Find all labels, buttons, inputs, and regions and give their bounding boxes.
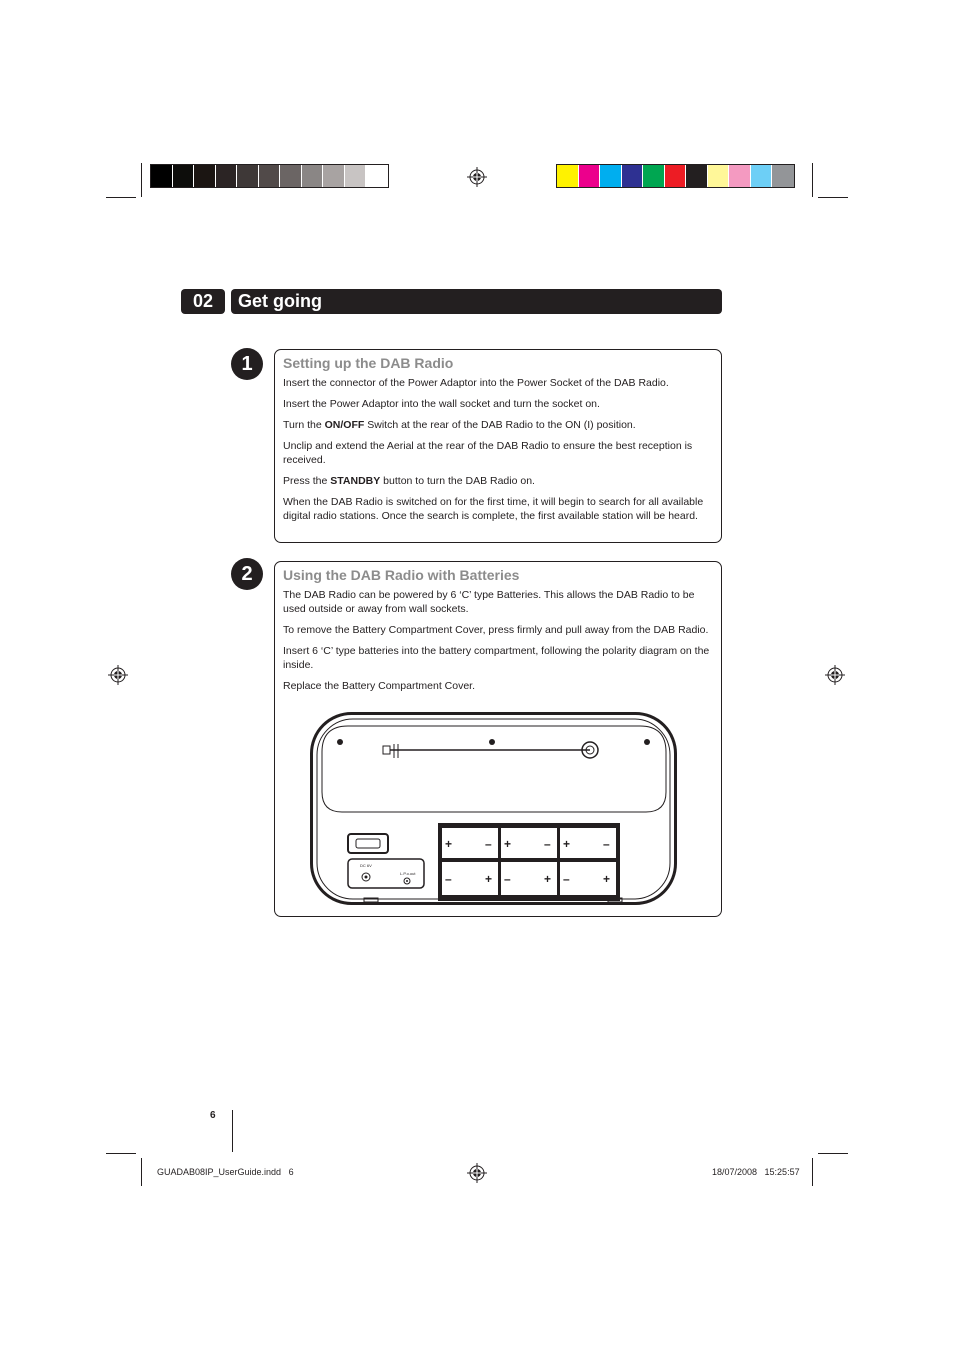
dc-socket-label: DC 6V (360, 863, 372, 868)
crop-mark (818, 197, 848, 198)
process-color-bar (556, 164, 795, 188)
bold-term: STANDBY (330, 475, 381, 487)
paragraph: Replace the Battery Compartment Cover. (283, 680, 476, 692)
polarity-minus: – (603, 837, 610, 851)
panel-heading: Setting up the DAB Radio (283, 355, 454, 371)
paragraph: To remove the Battery Compartment Cover, press firmly and pull away from the DAB Radio. (283, 624, 709, 636)
on-off-switch (348, 834, 388, 853)
folio-rule (232, 1110, 233, 1152)
polarity-minus: – (563, 872, 570, 886)
crop-mark (106, 197, 136, 198)
paragraph: When the DAB Radio is switched on for the first time, it will begin to search for all available digital radio stations. Once the search is complete, the first available station will be heard. (283, 496, 704, 522)
registration-mark-icon (825, 665, 845, 685)
crop-mark (812, 1158, 813, 1186)
color-swatch (729, 165, 751, 187)
setup-panel (274, 349, 722, 543)
color-swatch (643, 165, 665, 187)
polarity-minus: – (504, 872, 511, 886)
color-swatch (557, 165, 579, 187)
section-number: 02 (181, 289, 225, 314)
color-swatch (622, 165, 644, 187)
paragraph: Insert the Power Adaptor into the wall socket and turn the socket on. (283, 398, 600, 410)
paragraph: Unclip and extend the Aerial at the rear of the DAB Radio to ensure the best reception is received. (283, 440, 693, 466)
crop-mark (141, 163, 142, 197)
bold-term: ON/OFF (324, 419, 365, 431)
color-swatch (772, 165, 794, 187)
section-title: Get going (231, 289, 722, 314)
screw-icon (644, 739, 650, 745)
color-swatch (194, 165, 216, 187)
crop-mark (106, 1153, 136, 1154)
polarity-minus: – (445, 872, 452, 886)
screw-icon (489, 739, 495, 745)
text-span: button to turn the DAB Radio on. (380, 475, 535, 487)
line-out-label: L.P.o.out (400, 871, 416, 876)
crop-mark (812, 163, 813, 197)
registration-mark-icon (467, 1163, 487, 1183)
polarity-plus: + (563, 837, 571, 851)
registration-mark-icon (108, 665, 128, 685)
crop-mark (818, 1153, 848, 1154)
polarity-plus: + (485, 872, 493, 886)
polarity-minus: – (485, 837, 492, 851)
color-swatch (600, 165, 622, 187)
polarity-plus: + (544, 872, 552, 886)
grayscale-color-bar (150, 164, 389, 188)
text-span: Switch at the rear of the DAB Radio to the ON (I) position. (364, 419, 636, 431)
polarity-plus: + (603, 872, 611, 886)
color-swatch (708, 165, 730, 187)
color-swatch (345, 165, 367, 187)
text-span: Turn the (283, 419, 325, 431)
color-swatch (686, 165, 708, 187)
page-number: 6 (210, 1110, 216, 1121)
color-swatch (173, 165, 195, 187)
registration-mark-icon (467, 167, 487, 187)
color-swatch (751, 165, 773, 187)
step-number-badge: 1 (231, 348, 263, 380)
color-swatch (302, 165, 324, 187)
polarity-minus: – (544, 837, 551, 851)
text-span: Press the (283, 475, 331, 487)
paragraph: Insert the connector of the Power Adaptor into the Power Socket of the DAB Radio. (283, 377, 669, 389)
color-swatch (579, 165, 601, 187)
panel-heading: Using the DAB Radio with Batteries (283, 567, 520, 583)
color-swatch (259, 165, 281, 187)
paragraph (283, 418, 713, 432)
polarity-plus: + (445, 837, 453, 851)
crop-mark (141, 1158, 142, 1186)
screw-icon (337, 739, 343, 745)
color-swatch (665, 165, 687, 187)
file-name-slug: GUADAB08IP_UserGuide.indd 6 (157, 1167, 294, 1177)
paragraph: Insert 6 ‘C’ type batteries into the battery compartment, following the polarity diagram on the inside. (283, 645, 710, 671)
color-swatch (151, 165, 173, 187)
step-number-badge: 2 (231, 558, 263, 590)
aerial-clip (383, 746, 390, 754)
color-swatch (366, 165, 388, 187)
handle-recess (322, 726, 666, 812)
paragraph: The DAB Radio can be powered by 6 ‘C’ type Batteries. This allows the DAB Radio to be used outside or away from wall sockets. (283, 589, 695, 615)
paragraph (283, 474, 713, 488)
color-swatch (323, 165, 345, 187)
polarity-plus: + (504, 837, 512, 851)
color-swatch (237, 165, 259, 187)
color-swatch (280, 165, 302, 187)
color-swatch (216, 165, 238, 187)
radio-rear-diagram (310, 712, 678, 906)
date-time-slug: 18/07/2008 15:25:57 (712, 1167, 800, 1177)
